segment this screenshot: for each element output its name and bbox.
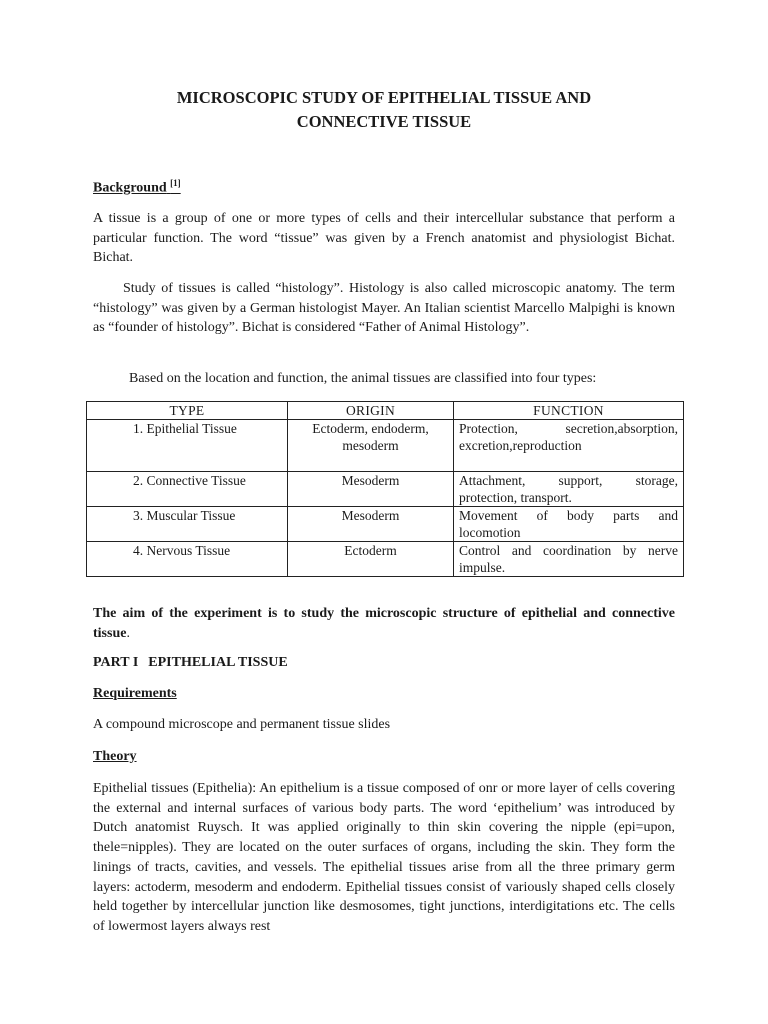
table-row (87, 542, 684, 577)
background-heading (93, 178, 181, 197)
theory-heading: Theory (93, 749, 137, 764)
background-paragraph-3: Based on the location and function, the animal tissues are classified into four types: (129, 371, 597, 386)
tissue-types-table (86, 401, 684, 577)
aim-end: . (126, 625, 130, 641)
row-type: 2. Connective Tissue (87, 472, 288, 507)
row-function: Protection, secretion,absorption, excretion,reproduction (454, 420, 684, 472)
table-row (87, 420, 684, 472)
part-heading (93, 655, 288, 671)
header-type: TYPE (87, 402, 288, 420)
row-function: Movement of body parts and locomotion (454, 507, 684, 542)
row-type: 4. Nervous Tissue (87, 542, 288, 577)
background-paragraph-1: A tissue is a group of one or more types of cells and their intercellular substance that perform a particular function. The word “tissue” was given by a French anatomist and physiologist Bichat. Bichat. (93, 211, 675, 266)
background-heading-text: Background (93, 180, 167, 196)
title-line-2: CONNECTIVE TISSUE (296, 112, 472, 131)
row-origin: Mesoderm (288, 507, 454, 542)
aim-text: The aim of the experiment is to study the microscopic structure of epithelial and connective tissue (93, 606, 675, 641)
requirements-heading: Requirements (93, 686, 177, 701)
row-origin: Ectoderm (288, 542, 454, 577)
table-header-row (87, 402, 684, 420)
row-type: 3. Muscular Tissue (87, 507, 288, 542)
header-origin: ORIGIN (288, 402, 454, 420)
row-origin: Mesoderm (288, 472, 454, 507)
background-paragraph-2: Study of tissues is called “histology”. Histology is also called microscopic anatomy. The term “histology” was given by a German histologist Mayer. An Italian scientist Marcello Malpighi is known as “founder of histology”. Bichat is considered “Father of Animal Histology”. (93, 281, 675, 336)
reference-marker: [1] (170, 178, 181, 188)
document-title (0, 86, 768, 134)
theory-paragraph: Epithelial tissues (Epithelia): An epithelium is a tissue composed of onr or more layer of cells covering the external and internal surfaces of various body parts. The word ‘epithelium’ was introduced by Dutch anatomist Ruysch. It was applied originally to thin skin covering the nipple (epi=upon, thele=nipples). They are located on the outer surfaces of organs, including the skin. They form the linings of tracts, cavities, and vessels. The epithelial tissues arise from all the three primary germ layers: actoderm, mesoderm and endoderm. Epithelial tissues consist of variously shaped cells closely held together by intercellular junction like desmosomes, tight junctions, interdigitations etc. The cells of lowermost layers always rest (93, 781, 675, 934)
row-origin: Ectoderm, endoderm, mesoderm (288, 420, 454, 472)
row-function: Attachment, support, storage, protection, transport. (454, 472, 684, 507)
part-label: PART I (93, 655, 139, 670)
experiment-aim (93, 604, 675, 643)
row-function: Control and coordination by nerve impulse. (454, 542, 684, 577)
table-row (87, 507, 684, 542)
header-function: FUNCTION (454, 402, 684, 420)
title-line-1: MICROSCOPIC STUDY OF EPITHELIAL TISSUE AND (176, 88, 592, 107)
part-title: EPITHELIAL TISSUE (148, 655, 288, 670)
row-type: 1. Epithelial Tissue (87, 420, 288, 472)
requirements-text: A compound microscope and permanent tissue slides (93, 717, 391, 732)
table-row (87, 472, 684, 507)
